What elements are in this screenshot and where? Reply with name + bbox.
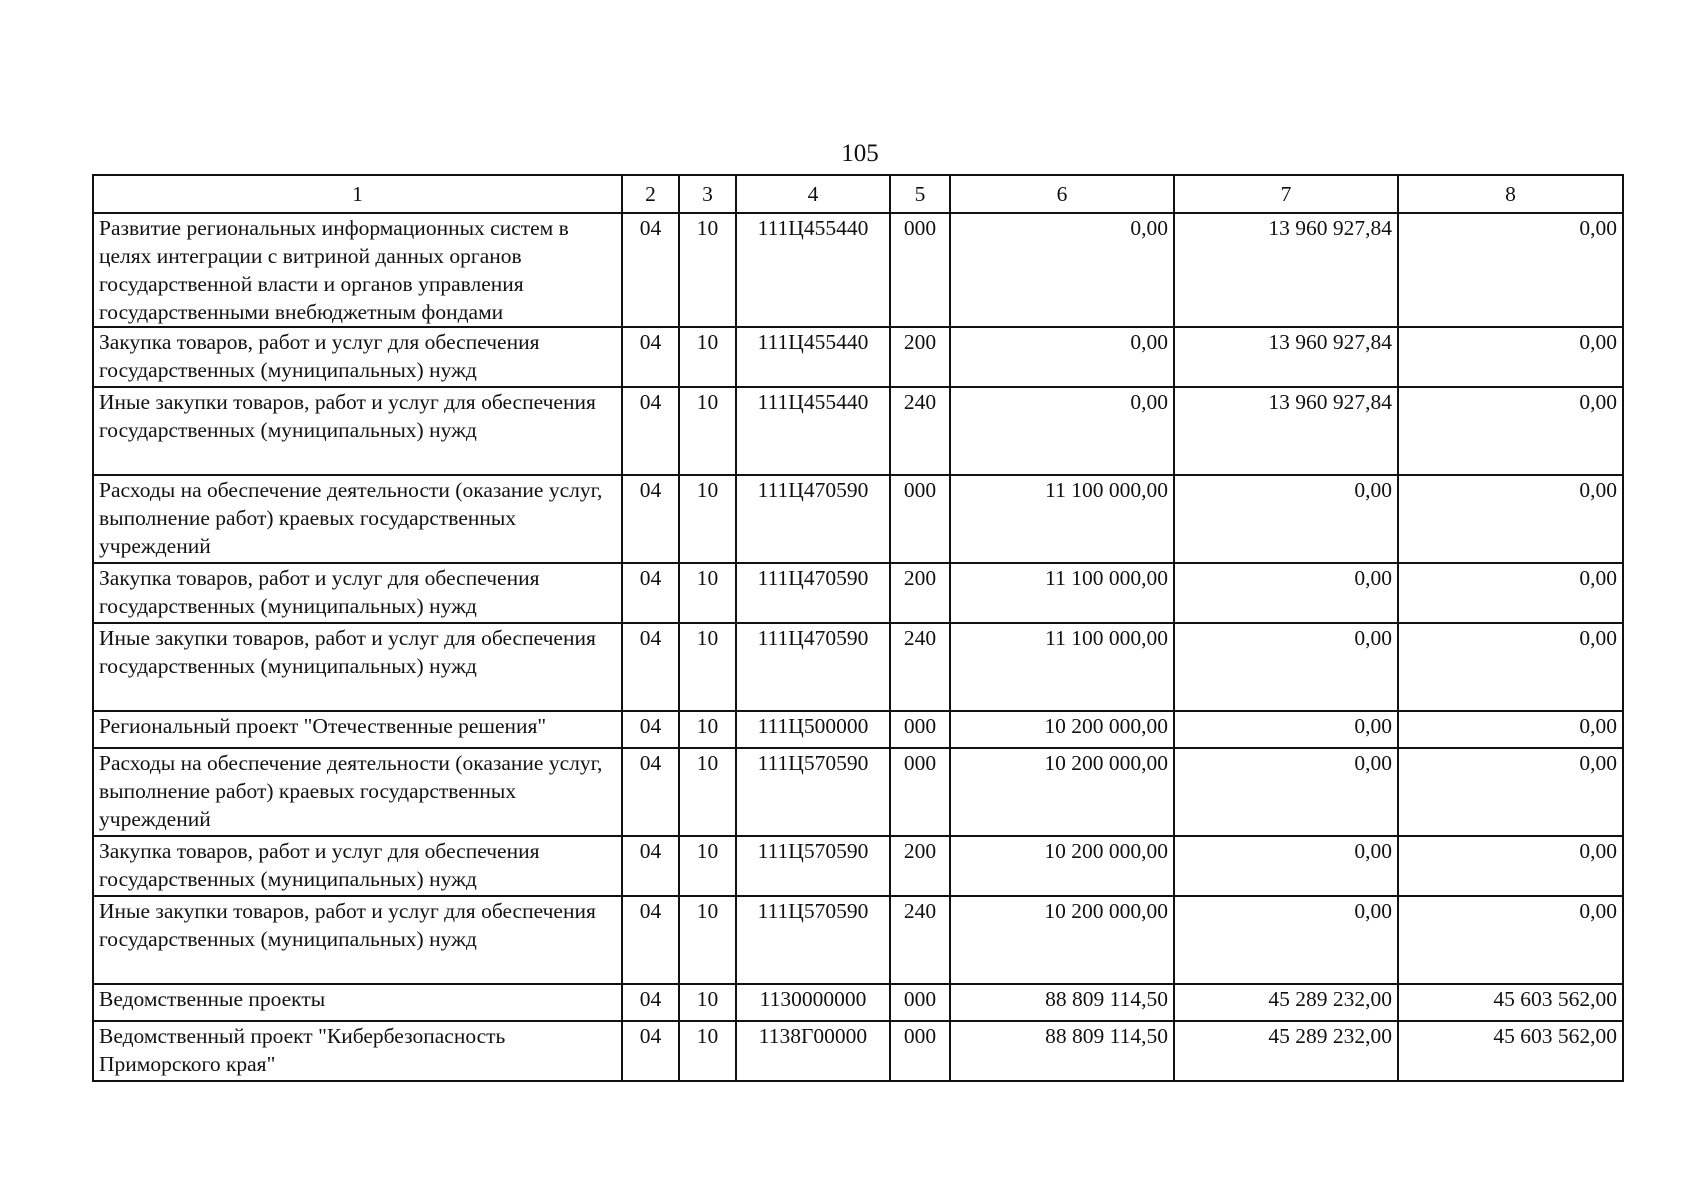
row-section-code: 04 [622,475,679,563]
row-section-code: 04 [622,623,679,711]
header-row [93,175,1623,213]
header-cell: 7 [1174,175,1398,213]
row-amount-col7: 0,00 [1174,563,1398,623]
header-cell: 8 [1398,175,1623,213]
row-target-article: 1138Г00000 [736,1021,890,1081]
row-section-code: 04 [622,1021,679,1081]
row-expense-type: 000 [890,748,950,836]
row-name: Закупка товаров, работ и услуг для обеспечения государственных (муниципальных) нужд [93,563,622,623]
row-amount-col8: 0,00 [1398,213,1623,327]
row-subsection-code: 10 [679,836,736,896]
row-amount-col7: 0,00 [1174,475,1398,563]
row-section-code: 04 [622,748,679,836]
table-row [93,327,1623,387]
row-expense-type: 240 [890,387,950,475]
row-target-article: 111Ц455440 [736,387,890,475]
header-cell: 3 [679,175,736,213]
header-cell: 4 [736,175,890,213]
row-name: Закупка товаров, работ и услуг для обеспечения государственных (муниципальных) нужд [93,327,622,387]
row-subsection-code: 10 [679,563,736,623]
row-target-article: 111Ц470590 [736,623,890,711]
row-expense-type: 000 [890,711,950,748]
row-expense-type: 000 [890,213,950,327]
row-target-article: 111Ц570590 [736,896,890,984]
row-amount-col8: 45 603 562,00 [1398,984,1623,1021]
row-amount-col8: 0,00 [1398,836,1623,896]
row-target-article: 111Ц570590 [736,836,890,896]
row-amount-col6: 88 809 114,50 [950,1021,1174,1081]
row-amount-col8: 0,00 [1398,327,1623,387]
budget-table [92,174,1624,1082]
row-amount-col8: 0,00 [1398,563,1623,623]
row-section-code: 04 [622,327,679,387]
table-row [93,836,1623,896]
table-row [93,563,1623,623]
row-amount-col6: 88 809 114,50 [950,984,1174,1021]
row-expense-type: 000 [890,1021,950,1081]
row-name: Расходы на обеспечение деятельности (оказание услуг, выполнение работ) краевых государственных учреждений [93,748,622,836]
row-name: Развитие региональных информационных систем в целях интеграции с витриной данных органов государственной власти и органов управления государственными внебюджетным фондами [93,213,622,327]
row-target-article: 111Ц455440 [736,327,890,387]
row-section-code: 04 [622,213,679,327]
row-name: Иные закупки товаров, работ и услуг для обеспечения государственных (муниципальных) нужд [93,896,622,984]
header-cell: 5 [890,175,950,213]
row-amount-col7: 0,00 [1174,836,1398,896]
table-row [93,623,1623,711]
row-amount-col6: 11 100 000,00 [950,563,1174,623]
row-amount-col8: 45 603 562,00 [1398,1021,1623,1081]
row-amount-col6: 10 200 000,00 [950,711,1174,748]
row-subsection-code: 10 [679,213,736,327]
row-amount-col7: 45 289 232,00 [1174,1021,1398,1081]
row-expense-type: 200 [890,836,950,896]
row-amount-col6: 10 200 000,00 [950,748,1174,836]
row-name: Расходы на обеспечение деятельности (оказание услуг, выполнение работ) краевых государственных учреждений [93,475,622,563]
row-expense-type: 200 [890,327,950,387]
row-amount-col8: 0,00 [1398,748,1623,836]
row-target-article: 111Ц470590 [736,563,890,623]
row-amount-col8: 0,00 [1398,711,1623,748]
row-target-article: 111Ц570590 [736,748,890,836]
row-expense-type: 200 [890,563,950,623]
header-cell: 1 [93,175,622,213]
row-section-code: 04 [622,896,679,984]
row-expense-type: 000 [890,984,950,1021]
row-section-code: 04 [622,984,679,1021]
row-expense-type: 240 [890,623,950,711]
row-target-article: 111Ц500000 [736,711,890,748]
header-cell: 6 [950,175,1174,213]
row-amount-col6: 0,00 [950,327,1174,387]
row-subsection-code: 10 [679,387,736,475]
row-name: Региональный проект "Отечественные решения" [93,711,622,748]
row-subsection-code: 10 [679,1021,736,1081]
row-amount-col8: 0,00 [1398,475,1623,563]
row-expense-type: 240 [890,896,950,984]
row-amount-col7: 0,00 [1174,623,1398,711]
row-amount-col8: 0,00 [1398,623,1623,711]
table-row [93,213,1623,327]
row-subsection-code: 10 [679,327,736,387]
row-name: Закупка товаров, работ и услуг для обеспечения государственных (муниципальных) нужд [93,836,622,896]
header-cell: 2 [622,175,679,213]
row-amount-col7: 45 289 232,00 [1174,984,1398,1021]
row-amount-col6: 10 200 000,00 [950,836,1174,896]
row-section-code: 04 [622,836,679,896]
row-amount-col7: 13 960 927,84 [1174,387,1398,475]
table-row [93,475,1623,563]
row-name: Ведомственный проект "Кибербезопасность Приморского края" [93,1021,622,1081]
row-target-article: 1130000000 [736,984,890,1021]
table-row [93,984,1623,1021]
table-row [93,1021,1623,1081]
row-amount-col7: 0,00 [1174,711,1398,748]
row-section-code: 04 [622,387,679,475]
table-row [93,896,1623,984]
row-amount-col6: 10 200 000,00 [950,896,1174,984]
row-amount-col7: 13 960 927,84 [1174,213,1398,327]
row-name: Ведомственные проекты [93,984,622,1021]
row-name: Иные закупки товаров, работ и услуг для обеспечения государственных (муниципальных) нужд [93,387,622,475]
row-subsection-code: 10 [679,623,736,711]
row-amount-col8: 0,00 [1398,387,1623,475]
row-expense-type: 000 [890,475,950,563]
row-amount-col6: 11 100 000,00 [950,475,1174,563]
table-row [93,387,1623,475]
row-name: Иные закупки товаров, работ и услуг для обеспечения государственных (муниципальных) нужд [93,623,622,711]
row-amount-col6: 0,00 [950,213,1174,327]
row-subsection-code: 10 [679,475,736,563]
row-subsection-code: 10 [679,748,736,836]
table-row [93,748,1623,836]
row-amount-col8: 0,00 [1398,896,1623,984]
row-section-code: 04 [622,711,679,748]
row-target-article: 111Ц470590 [736,475,890,563]
row-target-article: 111Ц455440 [736,213,890,327]
row-amount-col7: 0,00 [1174,896,1398,984]
row-subsection-code: 10 [679,984,736,1021]
row-amount-col6: 0,00 [950,387,1174,475]
row-amount-col6: 11 100 000,00 [950,623,1174,711]
table-row [93,711,1623,748]
row-amount-col7: 0,00 [1174,748,1398,836]
row-subsection-code: 10 [679,896,736,984]
row-subsection-code: 10 [679,711,736,748]
page-number: 105 [841,140,879,167]
row-section-code: 04 [622,563,679,623]
row-amount-col7: 13 960 927,84 [1174,327,1398,387]
